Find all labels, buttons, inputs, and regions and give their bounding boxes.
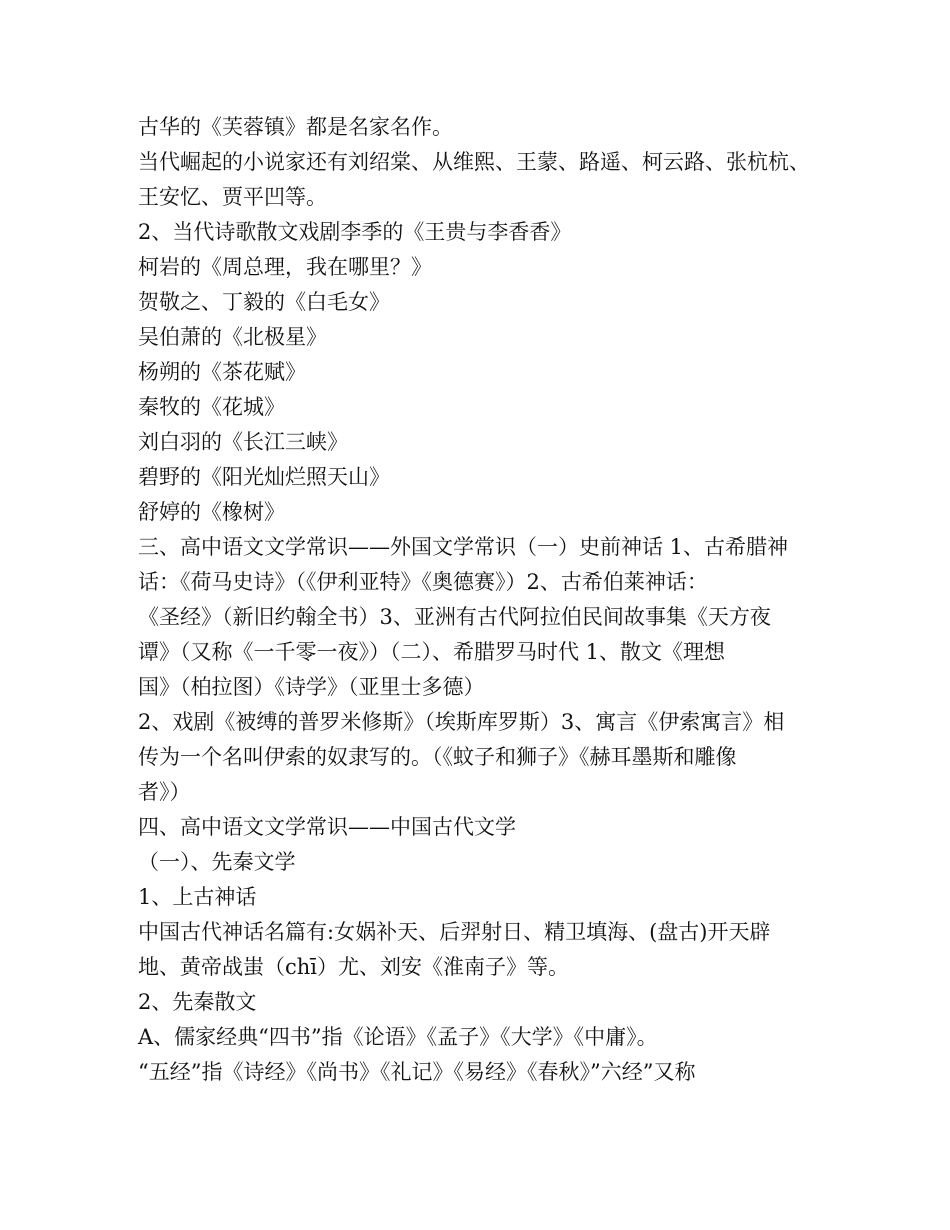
section-heading: 三、高中语文文学常识——外国文学常识（一）史前神话 1、古希腊神 bbox=[138, 535, 789, 559]
text-line: 古华的《芙蓉镇》都是名家名作。 bbox=[138, 115, 453, 139]
text-line: 秦牧的《花城》 bbox=[138, 395, 285, 419]
text-line: 王安忆、贾平凹等。 bbox=[138, 185, 327, 209]
text-line: 中国古代神话名篇有:女娲补天、后羿射日、精卫填海、(盘古)开天辟 bbox=[138, 920, 771, 944]
text-line: 国》（柏拉图）《诗学》（亚里士多德） bbox=[138, 675, 485, 699]
text-line: 者》） bbox=[138, 780, 191, 804]
section-heading: 四、高中语文文学常识——中国古代文学 bbox=[138, 815, 516, 839]
text-line: 地、黄帝战蚩（chī）尤、刘安《淮南子》等。 bbox=[138, 955, 570, 979]
text-line: 谭》（又称《一千零一夜》）（二）、希腊罗马时代 1、散文《理想 bbox=[138, 640, 726, 664]
subsection-heading: 2、先秦散文 bbox=[138, 990, 257, 1014]
text-line: 贺敬之、丁毅的《白毛女》 bbox=[138, 290, 390, 314]
text-line: 杨朔的《茶花赋》 bbox=[138, 360, 306, 384]
text-line: 2、戏剧《被缚的普罗米修斯》（埃斯库罗斯）3、寓言《伊索寓言》相 bbox=[138, 710, 785, 734]
document-body bbox=[138, 110, 838, 1090]
text-line: 柯岩的《周总理，我在哪里？》 bbox=[138, 255, 432, 279]
text-line: 舒婷的《橡树》 bbox=[138, 500, 285, 524]
text-line: 碧野的《阳光灿烂照天山》 bbox=[138, 465, 390, 489]
text-line: 吴伯萧的《北极星》 bbox=[138, 325, 327, 349]
text-line: 传为一个名叫伊索的奴隶写的。（《蚊子和狮子》《赫耳墨斯和雕像 bbox=[138, 745, 737, 769]
text-line: 《圣经》（新旧约翰全书）3、亚洲有古代阿拉伯民间故事集《天方夜 bbox=[138, 605, 771, 629]
text-line: “五经”指《诗经》《尚书》《礼记》《易经》《春秋》”六经”又称 bbox=[138, 1060, 696, 1084]
subsection-heading: （一）、先秦文学 bbox=[138, 850, 296, 874]
text-line: 2、当代诗歌散文戏剧李季的《王贵与李香香》 bbox=[138, 220, 572, 244]
text-line: 当代崛起的小说家还有刘绍棠、从维熙、王蒙、路遥、柯云路、张杭杭、 bbox=[138, 150, 810, 174]
text-line: 话：《荷马史诗》（《伊利亚特》《奥德赛》）2、古希伯莱神话： bbox=[138, 570, 708, 594]
text-line: A、儒家经典“四书”指《论语》《孟子》《大学》《中庸》。 bbox=[138, 1025, 658, 1049]
text-line: 刘白羽的《长江三峡》 bbox=[138, 430, 348, 454]
subsection-heading: 1、上古神话 bbox=[138, 885, 257, 909]
